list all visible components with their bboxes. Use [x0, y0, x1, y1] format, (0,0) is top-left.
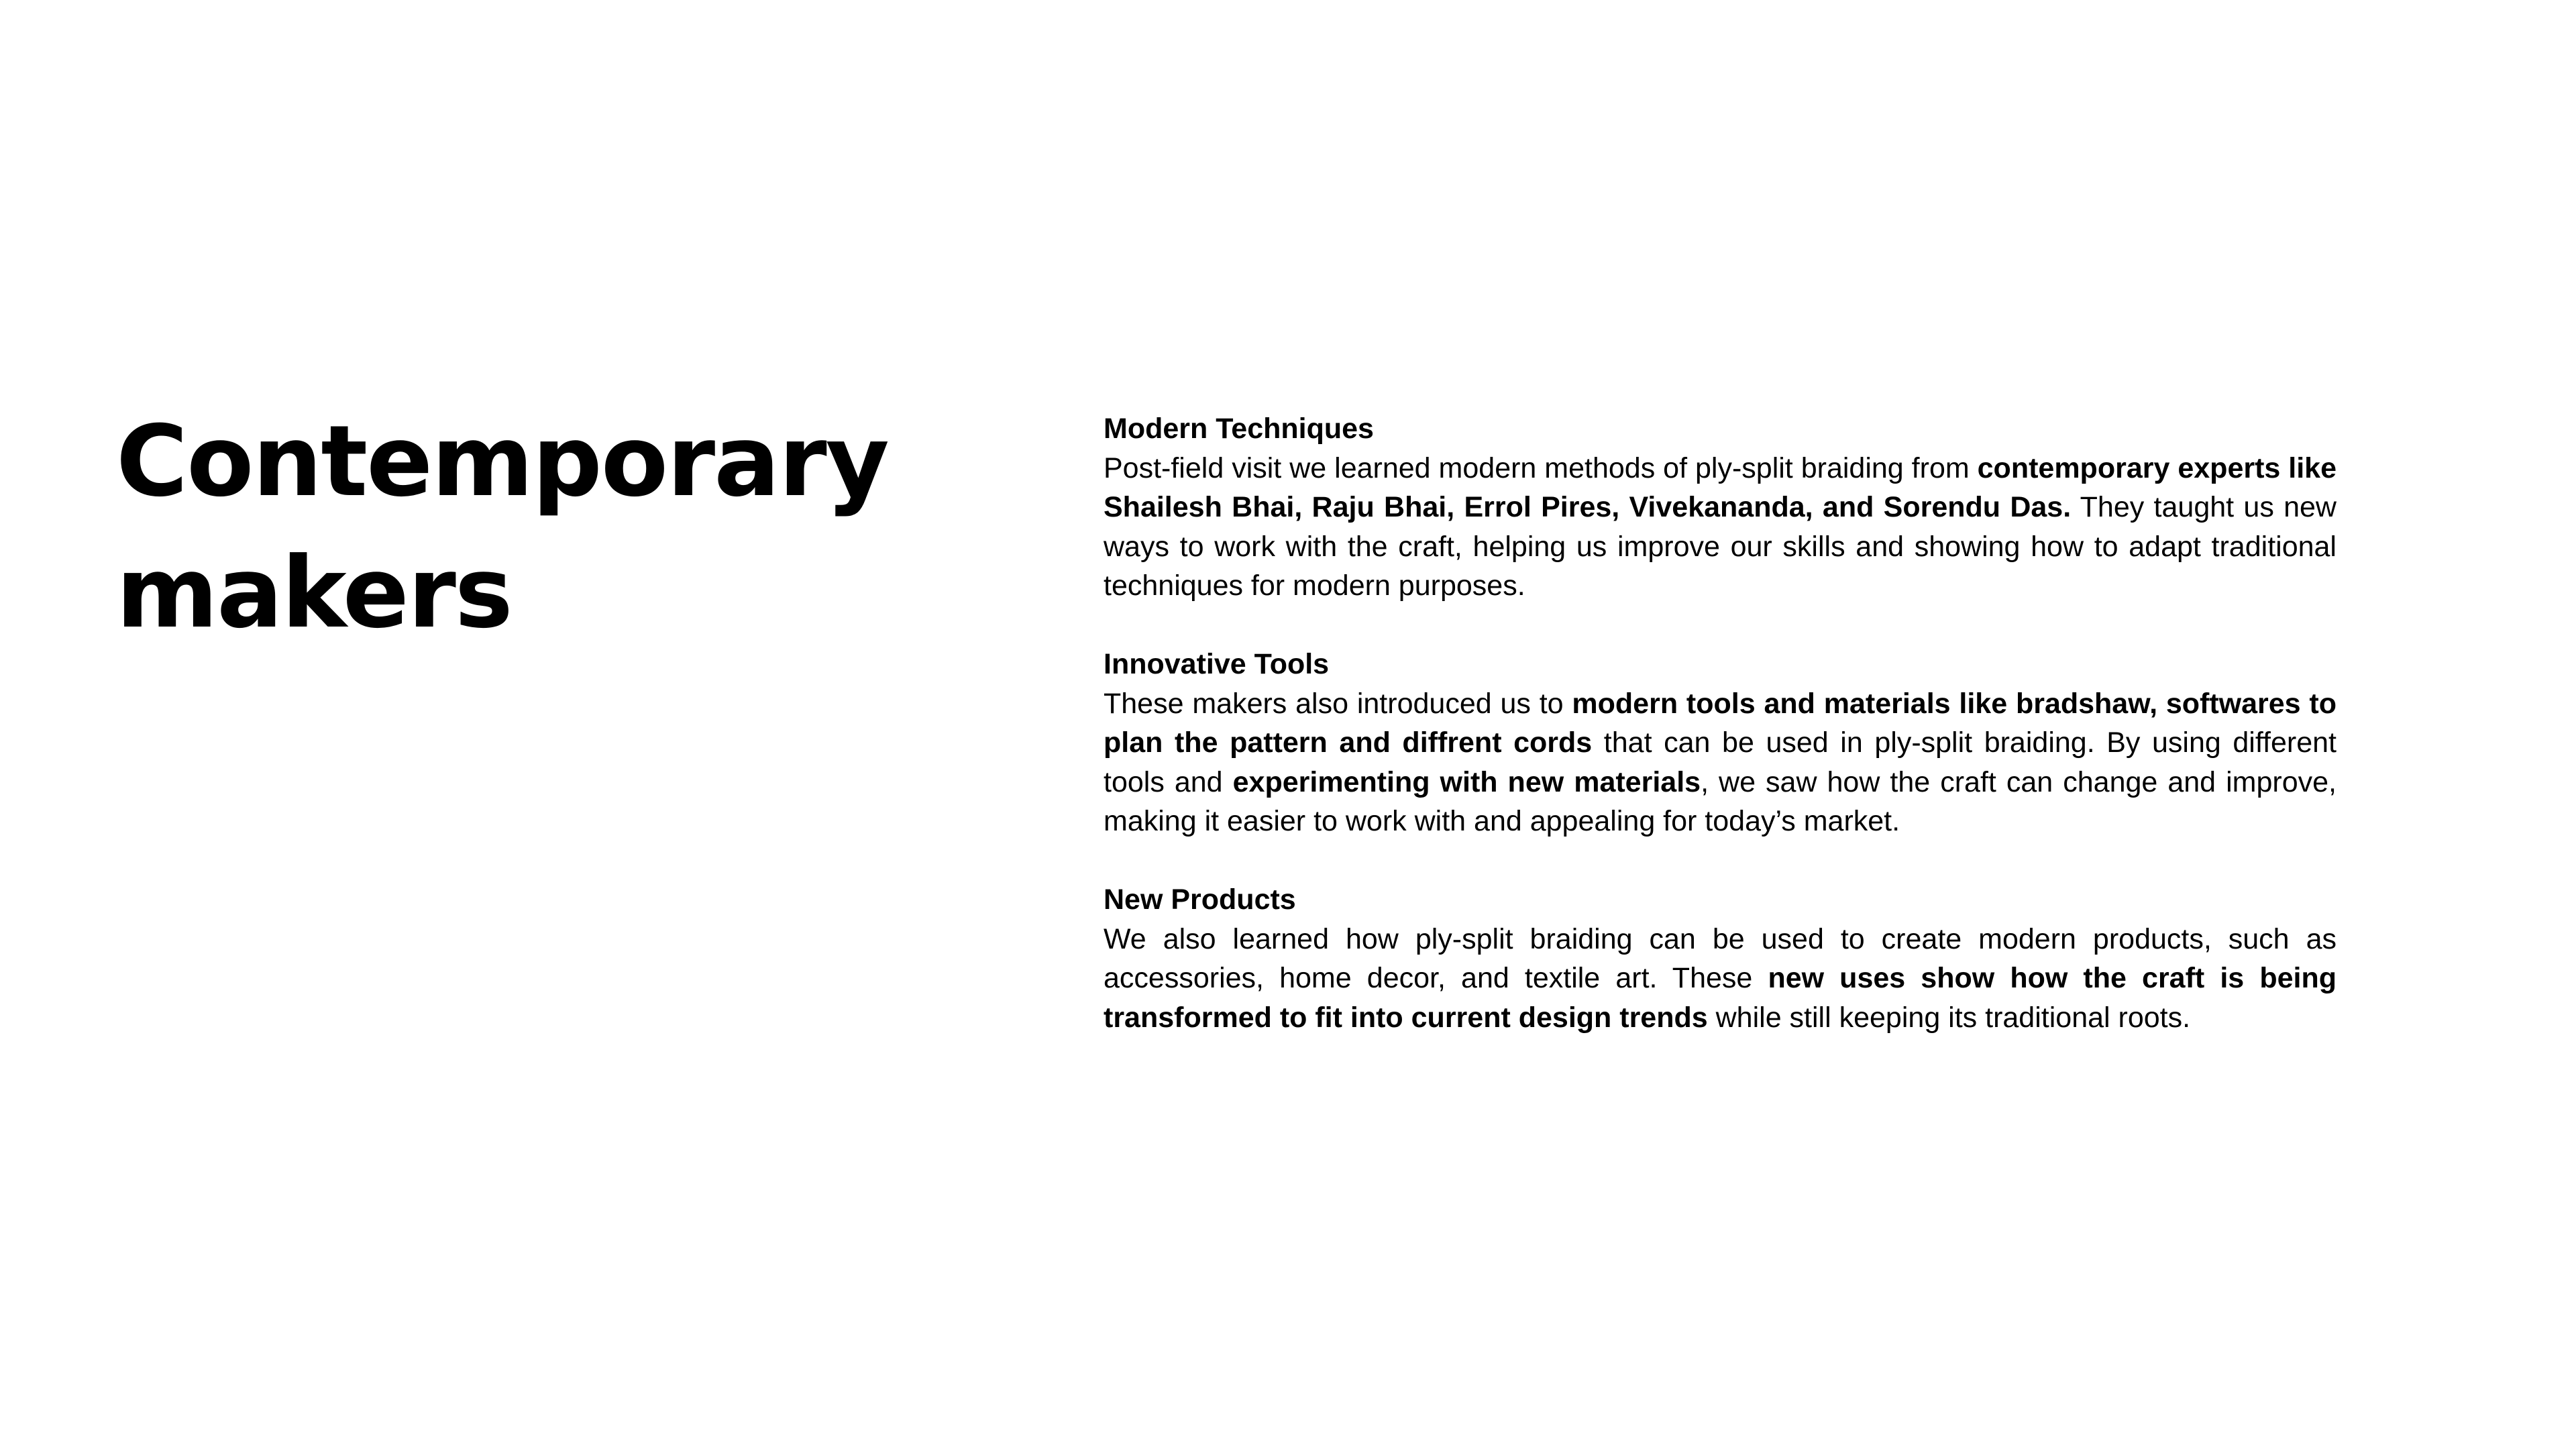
- section-new-products: [1104, 880, 2337, 1037]
- text-run: Post-field visit we learned modern methods of ply-split braiding from: [1104, 451, 1978, 484]
- bold-text-run: modern tools and materials like bradshaw, softwares to plan the pattern and diffrent cords: [1104, 687, 2337, 759]
- bold-text-run: experimenting with new materials: [1232, 765, 1701, 798]
- text-run: while still keeping its traditional roots.: [1707, 1001, 2191, 1034]
- slide-title-line-2: makers: [116, 536, 512, 650]
- text-run: that can be used in ply-split braiding. By using different tools and: [1104, 727, 2337, 798]
- section-body: [1104, 449, 2337, 606]
- text-run: , we saw how the craft can change and improve, making it easier to work with and appealing for today’s market.: [1104, 765, 2337, 837]
- text-run: These makers also introduced us to: [1104, 687, 1572, 720]
- section-body: [1104, 920, 2337, 1038]
- bold-text-run: new uses show how the craft is being transformed to fit into current design trends: [1104, 962, 2337, 1034]
- bold-text-run: contemporary experts like Shailesh Bhai, Raju Bhai, Errol Pires, Vivekananda, and Sorendu Das.: [1104, 451, 2337, 523]
- text-run: We also learned how ply-split braiding can be used to create modern products, such as accessories, home decor, and textile art. These: [1104, 922, 2337, 994]
- section-heading: New Products: [1104, 883, 1296, 916]
- section-heading: Modern Techniques: [1104, 413, 1374, 445]
- content-column: [1104, 409, 2337, 1037]
- section-body: [1104, 684, 2337, 841]
- section-heading: Innovative Tools: [1104, 648, 1330, 680]
- text-run: They taught us new ways to work with the craft, helping us improve our skills and showing how to adapt traditional techniques for modern purposes.: [1104, 491, 2337, 602]
- section-modern-techniques: [1104, 409, 2337, 606]
- slide-title: [116, 396, 988, 659]
- slide-title-line-1: Contemporary: [116, 405, 888, 519]
- section-innovative-tools: [1104, 645, 2337, 841]
